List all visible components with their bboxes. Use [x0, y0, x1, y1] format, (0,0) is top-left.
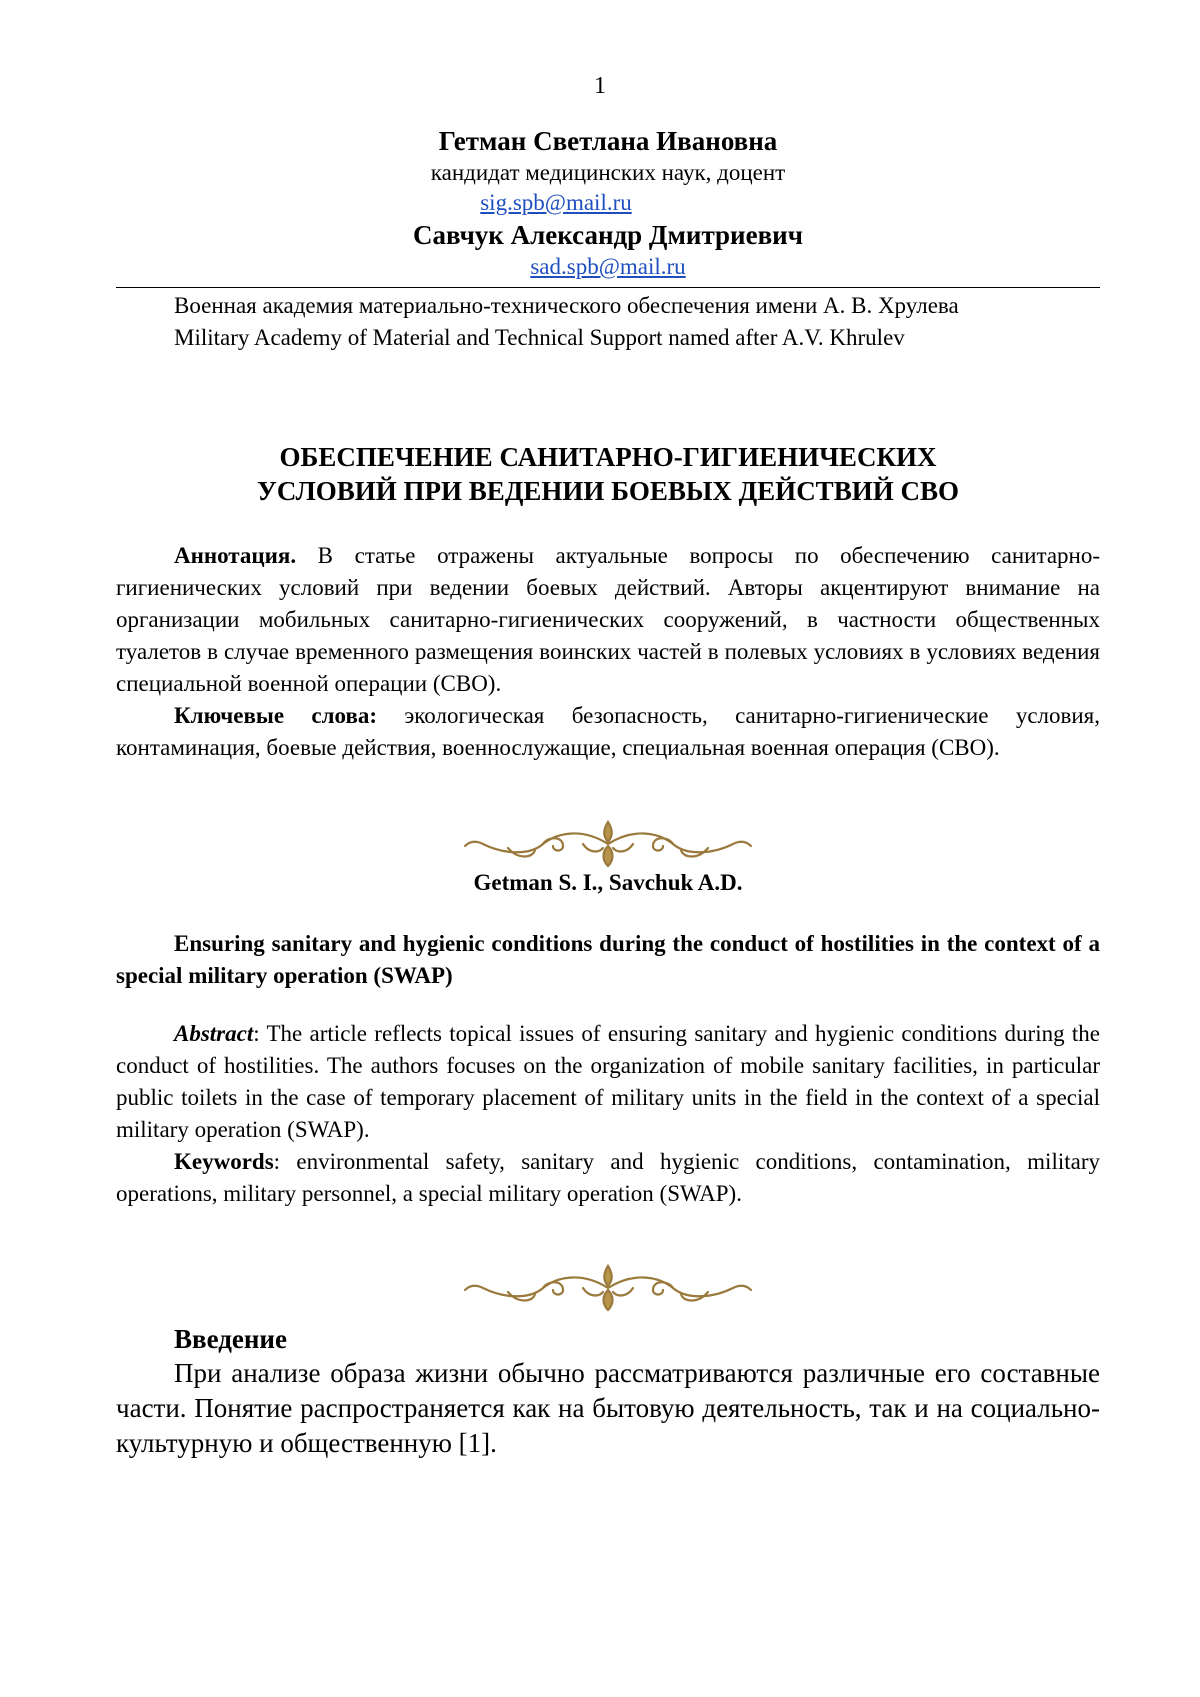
title-ru-line-1: ОБЕСПЕЧЕНИЕ САНИТАРНО-ГИГИЕНИЧЕСКИХ — [279, 442, 937, 472]
intro-heading: Введение — [174, 1324, 287, 1354]
abstract-en — [116, 1018, 1100, 1146]
annotation-ru-text: В статье отражены актуальные вопросы по обеспечению санитарно-гигиенических условий при ведении боевых действий. Авторы акцентируют внимание на организации мобильных санитарно-гигиенических сооружений, в частности общественных туалетов в случае временного размещения воинских частей в полевых условиях в условиях ведения специальной военной операции (СВО). — [116, 543, 1100, 696]
abstract-en-text: : The article reflects topical issues of ensuring sanitary and hygienic conditions during the conduct of hostilities. The authors focuses on the organization of mobile sanitary facilities, in particular public toilets in the case of temporary placement of military units in the field in the context of a special military operation (SWAP). — [116, 1021, 1100, 1142]
author-1-email-wrap — [116, 188, 1100, 218]
affiliation-en: Military Academy of Material and Technical Support named after A.V. Khrulev — [174, 325, 905, 350]
keywords-ru-text: экологическая безопасность, санитарно-гигиенические условия, контаминация, боевые действия, военнослужащие, специальная военная операция (СВО). — [116, 703, 1100, 760]
annotation-ru — [116, 540, 1100, 700]
affiliation-block — [116, 285, 1100, 354]
paper-title — [116, 440, 1100, 508]
en-authors: Getman S. I., Savchuk A.D. — [473, 870, 743, 895]
header-rule — [116, 287, 1100, 288]
abstract-en-block — [116, 1018, 1100, 1210]
author-1-name: Гетман Светлана Ивановна — [438, 126, 778, 156]
keywords-ru-label: Ключевые слова: — [174, 703, 378, 728]
keywords-en — [116, 1146, 1100, 1210]
ornament-2-wrap — [116, 1262, 1100, 1314]
author-1-degree: кандидат медицинских наук, доцент — [430, 160, 786, 185]
keywords-en-label: Keywords — [174, 1149, 274, 1174]
intro-block — [116, 1322, 1100, 1461]
author-2-name: Савчук Александр Дмитриевич — [413, 220, 803, 250]
intro-text: При анализе образа жизни обычно рассматриваются различные его составные части. Понятие распространяется как на бытовую деятельность, так и на социально-культурную и общественную [1]. — [116, 1358, 1100, 1458]
annotation-ru-block — [116, 540, 1100, 764]
abstract-en-label: Abstract — [174, 1021, 254, 1046]
keywords-en-text: : environmental safety, sanitary and hygienic conditions, contamination, military operations, military personnel, a special military operation (SWAP). — [116, 1149, 1100, 1206]
title-ru-line-2: УСЛОВИЙ ПРИ ВЕДЕНИИ БОЕВЫХ ДЕЙСТВИЙ СВО — [257, 476, 959, 506]
author-2-email-wrap — [116, 252, 1100, 282]
affiliation-ru: Военная академия материально-технического обеспечения имени А. В. Хрулева — [174, 293, 959, 318]
author-block — [116, 124, 1100, 282]
ornament-1-wrap — [116, 818, 1100, 870]
en-title: Ensuring sanitary and hygienic conditions during the conduct of hostilities in the context of a special military operation (SWAP) — [116, 931, 1100, 988]
en-title-block — [116, 928, 1100, 992]
ornament-divider-icon — [463, 818, 753, 870]
author-2-email-link[interactable]: sad.spb@mail.ru — [530, 254, 686, 279]
keywords-ru — [116, 700, 1100, 764]
author-1-email-link[interactable]: sig.spb@mail.ru — [480, 190, 632, 215]
en-header-block — [116, 868, 1100, 898]
ornament-divider-icon — [463, 1262, 753, 1314]
page-number: 1 — [594, 73, 606, 99]
annotation-ru-label: Аннотация. — [174, 543, 297, 568]
